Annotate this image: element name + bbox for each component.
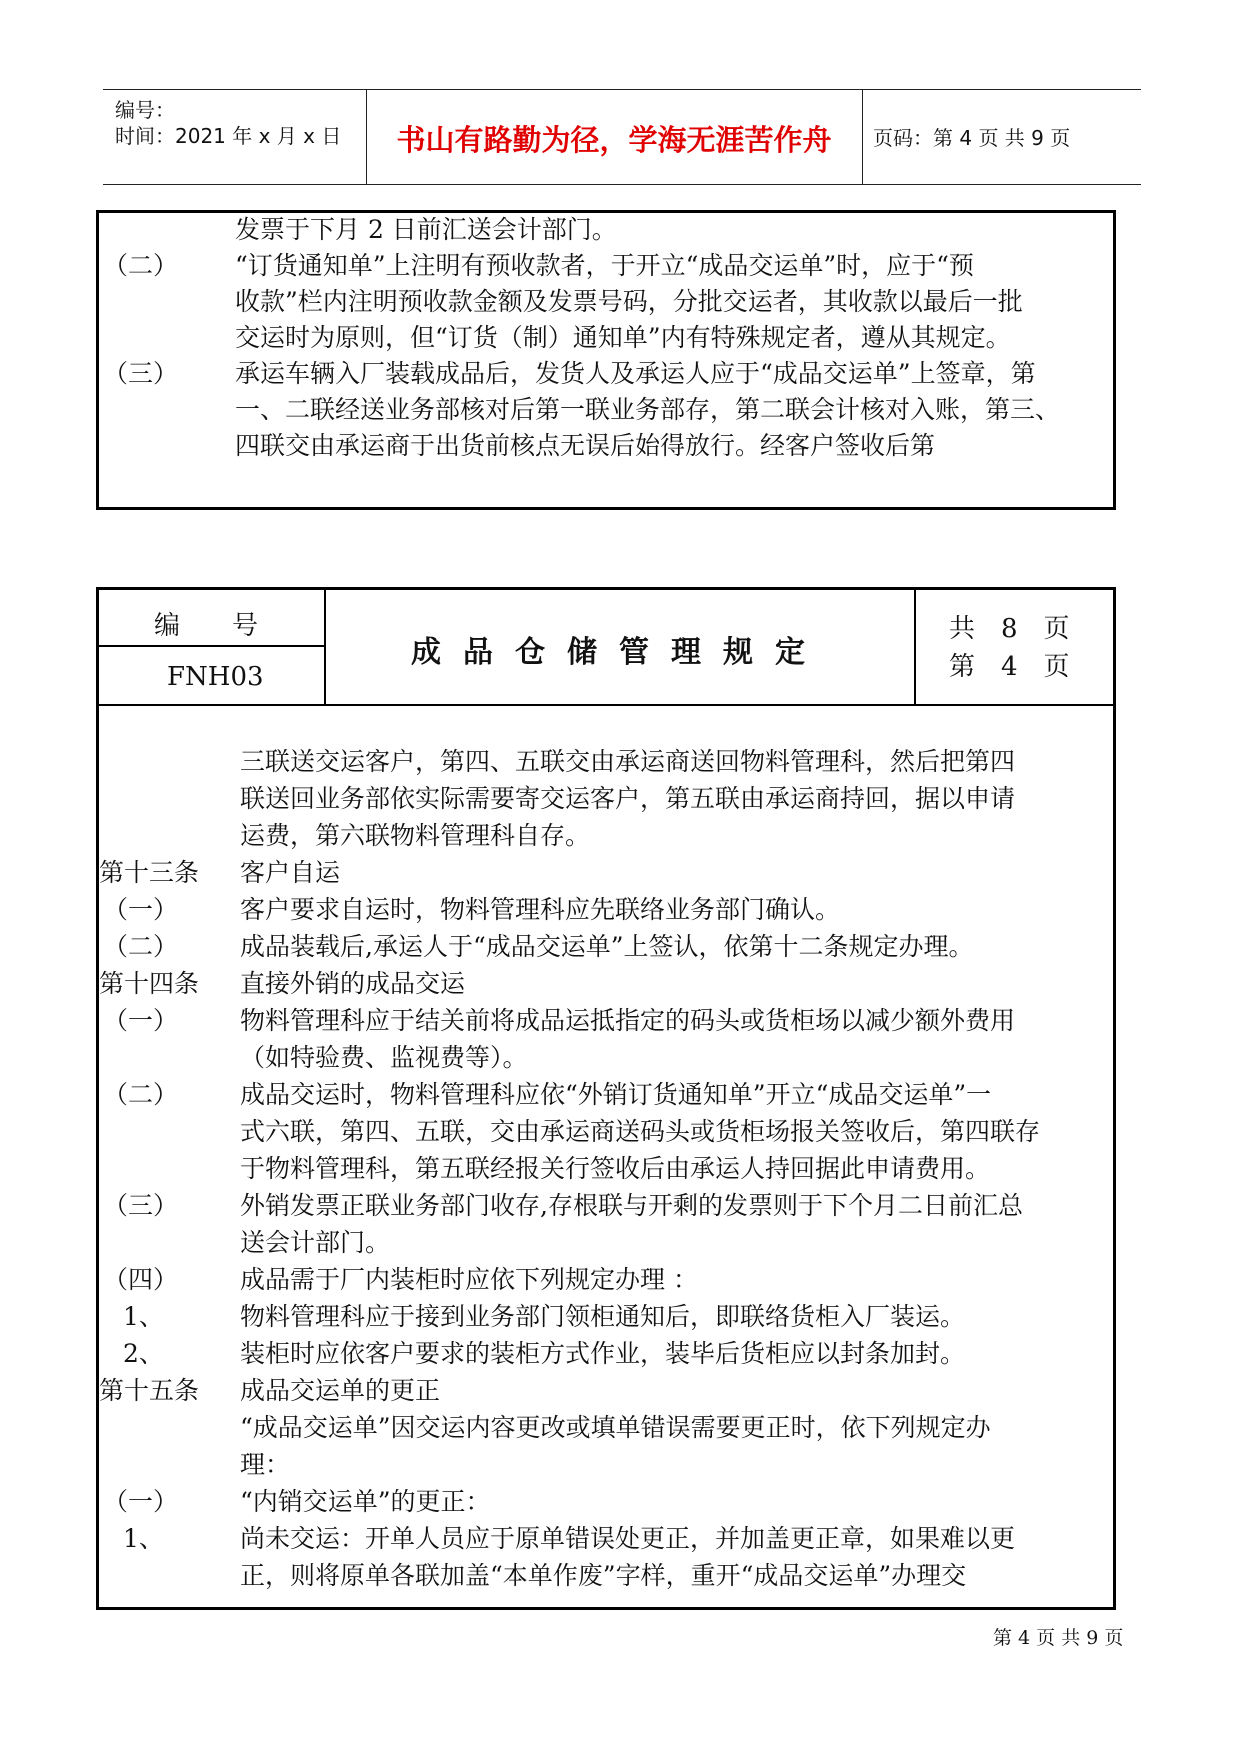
line-text: 直接外销的成品交运 [240,969,466,998]
line-label: （四） [103,1265,179,1294]
line-label: （一） [103,1006,179,1035]
line-label: 1、 [123,1302,164,1331]
line-label: 2、 [123,1339,164,1368]
current-page: 第 4 页 [949,652,1070,682]
line-text: “内销交运单”的更正： [240,1487,491,1516]
number-label: 编号： [115,98,175,122]
header-rule [99,704,1116,706]
total-pages: 共 8 页 [949,614,1070,644]
line-text: 送会计部门。 [240,1228,391,1257]
line-label: （一） [103,1487,179,1516]
header-page-info: 页码：第 4 页 共 9 页 [873,126,1071,150]
doc-number-value: FNH03 [167,662,264,692]
line-text: 正，则将原单各联加盖“本单作废”字样，重开“成品交运单”办理交 [240,1561,967,1590]
time-label: 时间：2021 年 x 月 x 日 [115,124,342,148]
line-label: （三） [103,359,179,388]
line-text: 于物料管理科，第五联经报关行签收后由承运人持回据此申请费用。 [240,1154,991,1183]
header-motto: 书山有路勤为径，学海无涯苦作舟 [396,123,832,157]
line-label: （二） [103,932,179,961]
header-divider [862,90,863,184]
line-text: 尚未交运：开单人员应于原单错误处更正，并加盖更正章，如果难以更 [240,1524,1016,1553]
continuation-box [96,210,1116,510]
line-text: 物料管理科应于接到业务部门领柜通知后，即联络货柜入厂装运。 [240,1302,966,1331]
line-text: “订货通知单”上注明有预收款者，于开立“成品交运单”时，应于“预 [235,251,974,280]
line-text: 客户要求自运时，物料管理科应先联络业务部门确认。 [240,895,841,924]
line-text: 式六联，第四、五联，交由承运商送码头或货柜场报关签收后，第四联存 [240,1117,1041,1146]
line-text: 理： [240,1450,291,1479]
line-text: 成品需于厂内装柜时应依下列规定办理 ： [240,1265,698,1294]
cell-divider [99,645,324,647]
page-footer: 第 4 页 共 9 页 [993,1627,1124,1649]
line-text: 四联交由承运商于出货前核点无误后始得放行。经客户签收后第 [235,431,936,460]
line-text: 三联送交运客户，第四、五联交由承运商送回物料管理科，然后把第四 [240,747,1016,776]
line-text: 装柜时应依客户要求的装柜方式作业，装毕后货柜应以封条加封。 [240,1339,966,1368]
line-label: （二） [103,1080,179,1109]
line-label: （二） [103,251,179,280]
line-text: 外销发票正联业务部门收存,存根联与开剩的发票则于下个月二日前汇总 [240,1191,1023,1220]
line-text: “成品交运单”因交运内容更改或填单错误需要更正时，依下列规定办 [240,1413,991,1442]
line-label: 第十四条 [99,969,200,998]
line-text: 运费，第六联物料管理科自存。 [240,821,591,850]
line-text: 成品装载后,承运人于“成品交运单”上签认，依第十二条规定办理。 [240,932,974,961]
line-label: 1、 [123,1524,164,1553]
cell-divider [914,590,916,706]
line-text: 成品交运时，物料管理科应依“外销订货通知单”开立“成品交运单”一 [240,1080,992,1109]
line-text: 物料管理科应于结关前将成品运抵指定的码头或货柜场以减少额外费用 [240,1006,1016,1035]
line-text: 一、二联经送业务部核对后第一联业务部存，第二联会计核对入账，第三、 [235,395,1061,424]
line-label: 第十五条 [99,1376,200,1405]
line-text: 收款”栏内注明预收款金额及发票号码，分批交运者，其收款以最后一批 [235,287,1023,316]
line-text: 客户自运 [240,858,341,887]
line-label: （一） [103,895,179,924]
line-label: （三） [103,1191,179,1220]
line-text: 联送回业务部依实际需要寄交运客户，第五联由承运商持回，据以申请 [240,784,1016,813]
doc-number-label: 编 号 [154,611,259,641]
line-text: 承运车辆入厂装载成品后，发货人及承运人应于“成品交运单”上签章，第 [235,359,1036,388]
doc-title: 成品仓储管理规定 [411,635,827,670]
line-text: 交运时为原则，但“订货（制）通知单”内有特殊规定者，遵从其规定。 [235,323,1011,352]
page-header [103,89,1141,185]
regulation-box [96,587,1116,1610]
line-text: （如特验费、监视费等）。 [240,1043,528,1072]
line-text: 成品交运单的更正 [240,1376,441,1405]
line-label: 第十三条 [99,858,200,887]
line-text: 发票于下月 2 日前汇送会计部门。 [235,215,617,244]
